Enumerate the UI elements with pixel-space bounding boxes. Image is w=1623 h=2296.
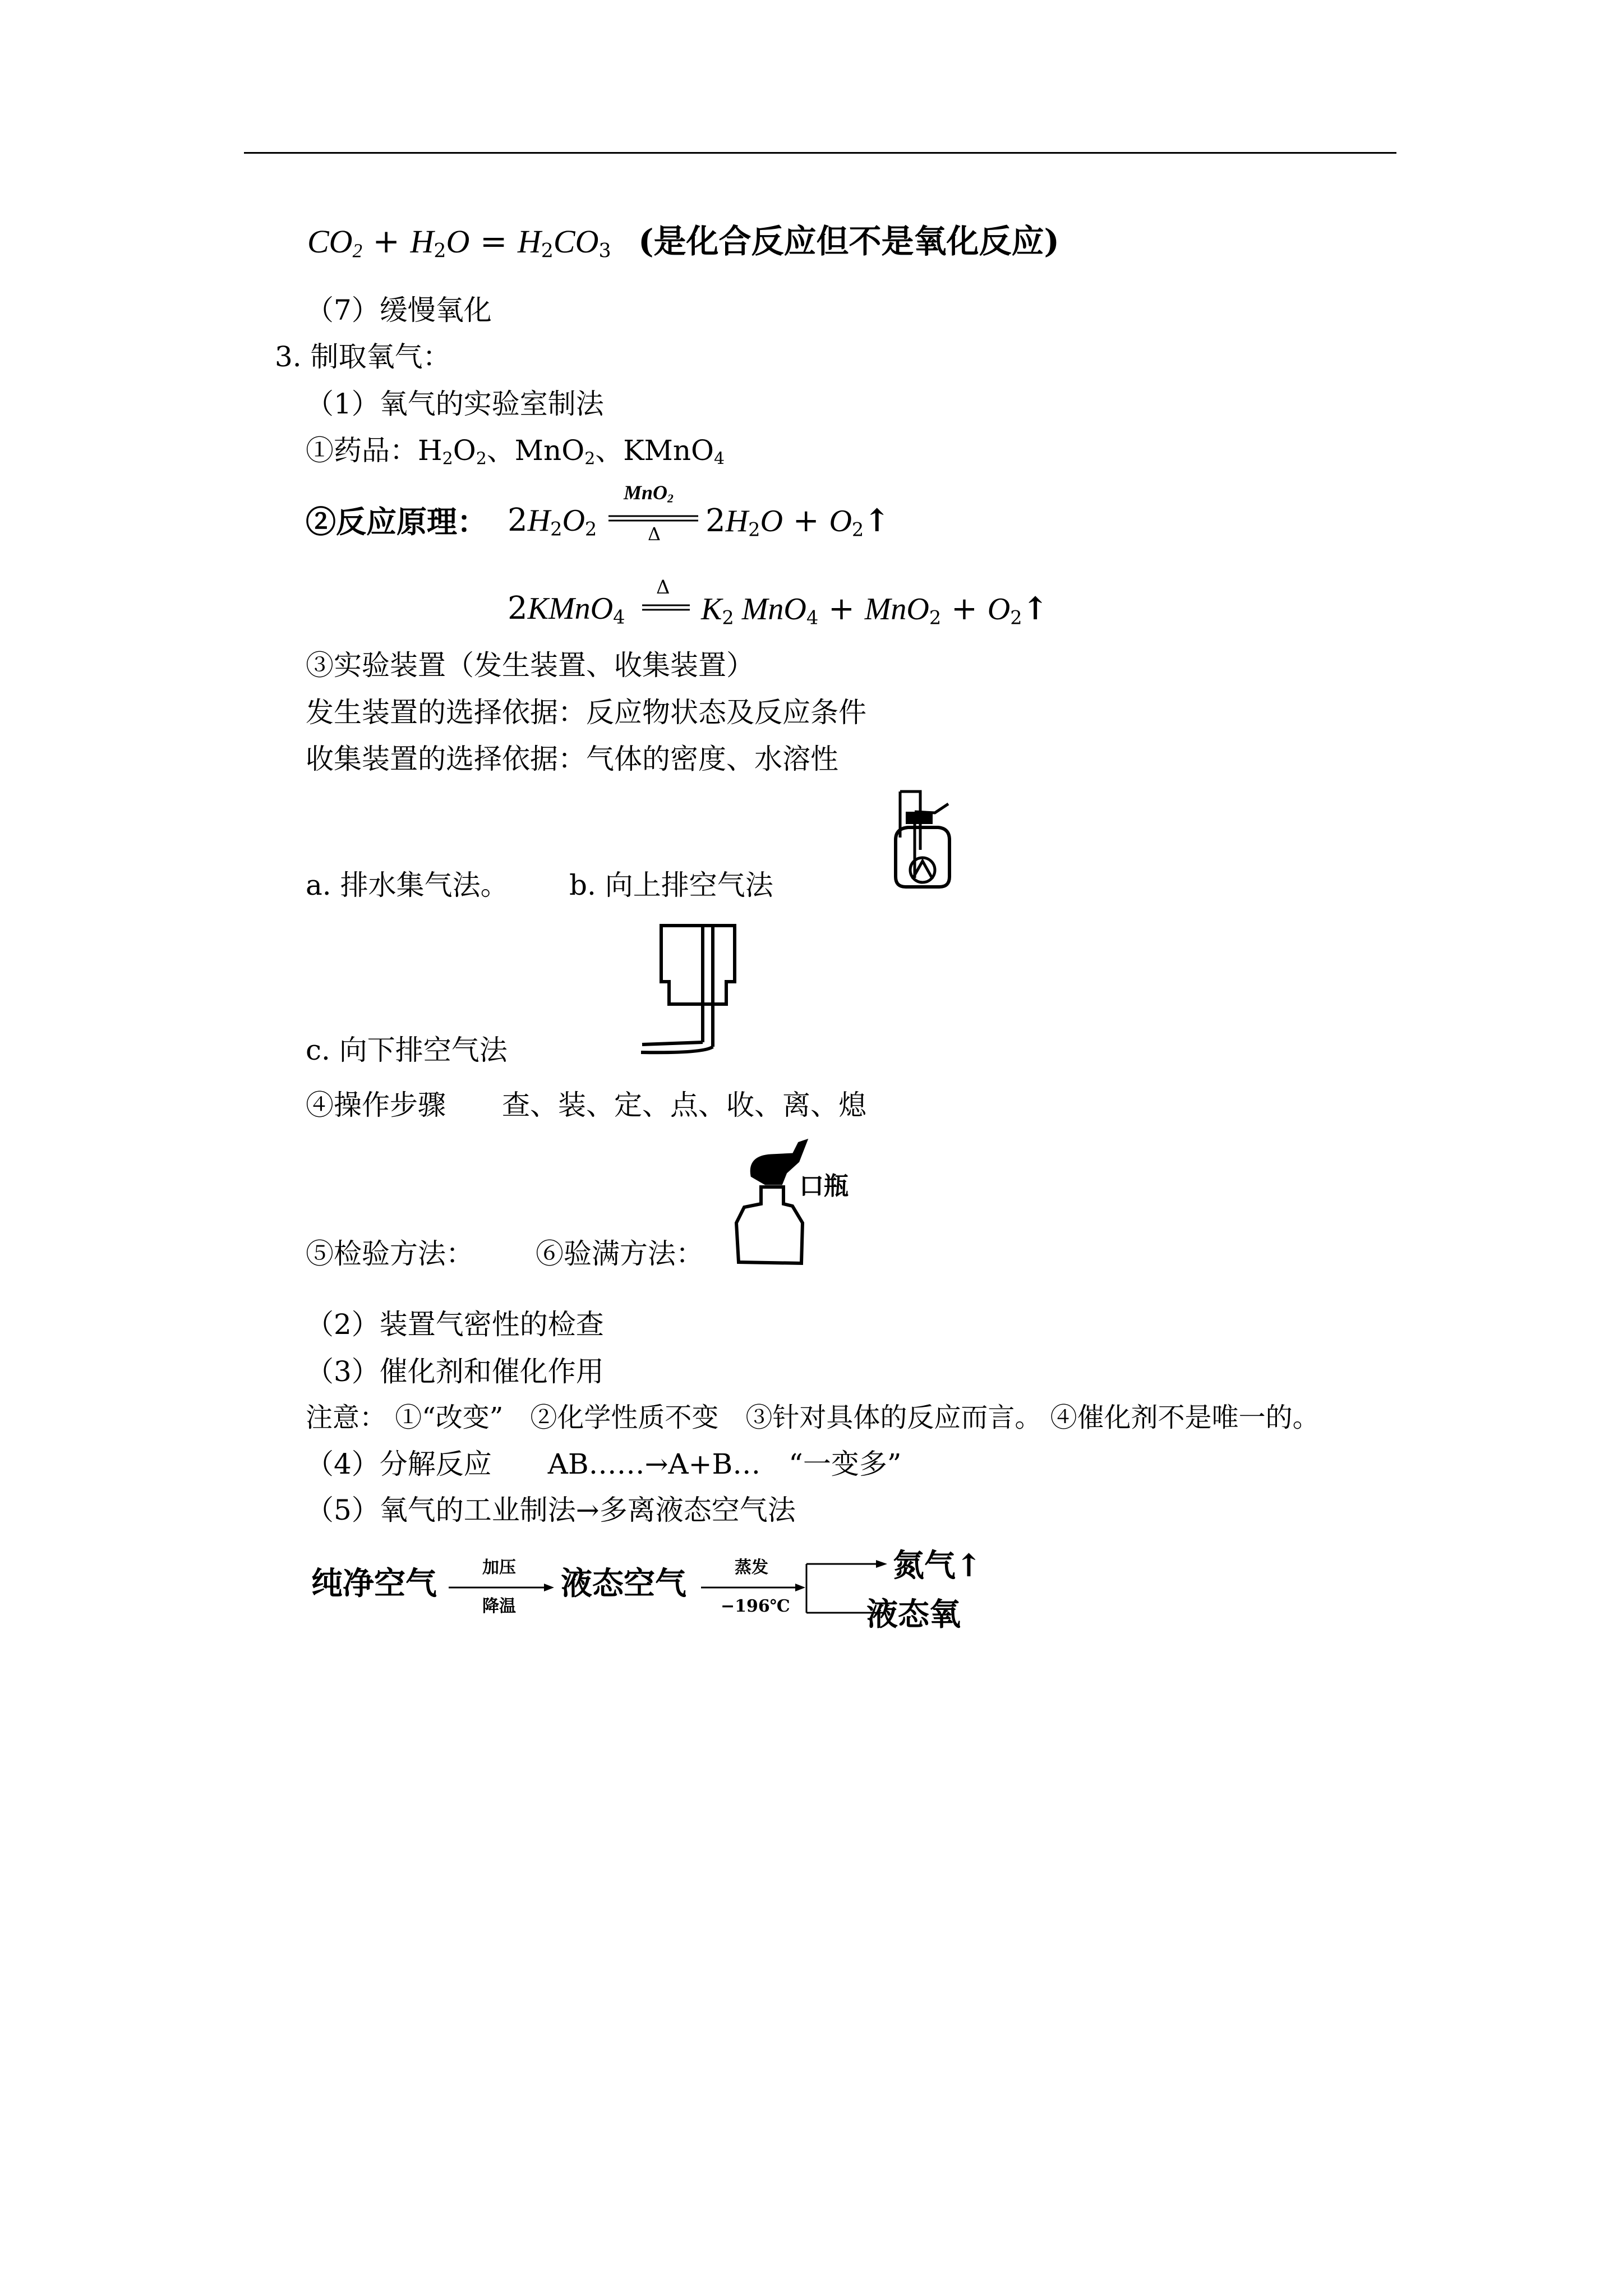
r2-p3: O	[987, 592, 1011, 627]
eq-co2-h: H	[410, 223, 434, 260]
r2-p1-sub: 2	[722, 606, 734, 629]
eq-co2-note: (是化合反应但不是氧化反应)	[638, 222, 1059, 260]
flow-pure-air: 纯净空气	[311, 1565, 437, 1602]
item-7: （7）缓慢氧化	[306, 294, 492, 326]
operation-steps: ④操作步骤 查、装、定、点、收、离、熄	[306, 1089, 866, 1121]
drugs-line	[306, 434, 725, 476]
r2-up-arrow: ↑	[1022, 590, 1049, 627]
r2-plus-2: +	[941, 591, 988, 627]
r2-a: KMnO	[527, 591, 614, 626]
r2-p1b: MnO	[734, 592, 806, 627]
method-b: b. 向上排空气法	[569, 869, 773, 901]
r2-p1: K	[701, 592, 722, 627]
flow-liquid-oxygen: 液态氧	[866, 1596, 961, 1633]
r2-p2-sub: 2	[929, 606, 942, 629]
drugs-sub-3: 2	[584, 449, 596, 469]
r2-p3-sub: 2	[1010, 606, 1022, 629]
r1-p2-sub: 2	[851, 518, 864, 541]
r1-plus: +	[782, 503, 829, 539]
r2-equals-sign	[642, 604, 690, 612]
r1-cat-sub: 2	[667, 491, 674, 505]
item-3: ③实验装置（发生装置、收集装置）	[306, 649, 754, 682]
downward-air-apparatus-sketch	[637, 920, 749, 1055]
equation-co2-water	[307, 222, 1059, 271]
heading-3: 3. 制取氧气：	[275, 341, 451, 373]
reaction-label: ②反应原理：	[306, 504, 487, 540]
r1-p1a: H	[725, 504, 749, 539]
drugs-m3: 、KMnO	[595, 434, 714, 467]
r1-catalyst	[624, 481, 674, 509]
r2-p1b-sub: 4	[806, 606, 819, 629]
collection-basis: 收集装置的选择依据：气体的密度、水溶性	[306, 743, 838, 775]
eq-co2-p2: CO	[553, 223, 599, 260]
drugs-sub-2: 2	[476, 449, 487, 469]
eq-co2-p: H	[517, 223, 541, 260]
reaction-2-right	[701, 592, 1048, 634]
full-check-method: ⑥验满方法：	[536, 1237, 704, 1270]
eq-co2-h-sub: 2	[434, 240, 446, 263]
r1-p2: O	[829, 504, 852, 539]
r2-p2: MnO	[864, 592, 929, 627]
drugs-sub-4: 4	[714, 449, 725, 469]
r1-p1a-sub: 2	[748, 518, 760, 541]
flow-arrow-1	[449, 1582, 555, 1593]
r1-up-arrow: ↑	[864, 502, 891, 539]
r1-equals-sign	[608, 515, 698, 523]
check-method: ⑤检验方法：	[306, 1237, 474, 1270]
reaction-1-right	[706, 504, 890, 546]
eq-co2-p-sub: 2	[541, 240, 554, 263]
flow-below-1: 降温	[482, 1596, 516, 1616]
r1-coef: 2	[508, 502, 528, 539]
r1-b-sub: 2	[584, 518, 597, 540]
method-a: a. 排水集气法。	[306, 869, 509, 901]
eq-co2-equals: =	[469, 222, 518, 260]
sub-heading-5: （5）氧气的工业制法→多离液态空气法	[306, 1494, 796, 1526]
catalyst-note: 注意： ①“改变” ②化学性质不变 ③针对具体的反应而言。 ④催化剂不是唯一的。	[306, 1402, 1320, 1433]
r1-condition: Δ	[648, 523, 661, 545]
flow-below-2: −196℃	[721, 1596, 790, 1616]
r1-a: H	[527, 503, 551, 538]
bottle-splint-sketch	[732, 1139, 810, 1271]
generation-basis: 发生装置的选择依据：反应物状态及反应条件	[306, 696, 866, 729]
r1-p1b: O	[760, 504, 783, 539]
r2-condition: Δ	[656, 576, 670, 599]
eq-co2-plus: +	[362, 222, 411, 260]
header-rule	[244, 152, 1396, 154]
r2-a-sub: 4	[613, 606, 625, 628]
flow-arrow-2	[701, 1582, 808, 1593]
flow-liquid-air: 液态空气	[561, 1565, 686, 1602]
eq-co2-c-sub: 2	[352, 240, 362, 262]
r1-p1: 2	[706, 503, 726, 539]
eq-co2-p2-sub: 3	[598, 240, 611, 263]
flow-nitrogen: 氮气↑	[893, 1547, 982, 1584]
sub-heading-1: （1）氧气的实验室制法	[306, 388, 604, 420]
eq-co2-o: O	[446, 223, 470, 260]
method-c: c. 向下排空气法	[306, 1034, 508, 1066]
eq-co2-c: CO	[307, 223, 353, 260]
flow-above-2: 蒸发	[735, 1558, 768, 1577]
r1-a-sub: 2	[550, 518, 562, 540]
drugs-m1: O	[453, 434, 476, 467]
reaction-2-left	[508, 592, 625, 634]
sub-heading-3: （3）催化剂和催化作用	[306, 1355, 604, 1388]
r2-coef: 2	[508, 590, 528, 627]
drugs-m2: 、MnO	[486, 434, 585, 467]
sub-heading-4: （4）分解反应 AB……→A+B… “一变多”	[306, 1448, 902, 1480]
flow-above-1: 加压	[482, 1558, 516, 1577]
sub-heading-2: （2）装置气密性的检查	[306, 1308, 604, 1341]
reaction-1-left	[508, 504, 597, 546]
r1-b: O	[562, 503, 585, 538]
r1-cat: MnO	[624, 481, 668, 504]
r2-plus-1: +	[818, 591, 865, 627]
upward-air-apparatus-sketch	[883, 788, 967, 892]
drugs-sub-1: 2	[442, 449, 453, 469]
drugs-prefix: ①药品：H	[306, 434, 442, 467]
bottle-label: 口瓶	[799, 1172, 849, 1200]
